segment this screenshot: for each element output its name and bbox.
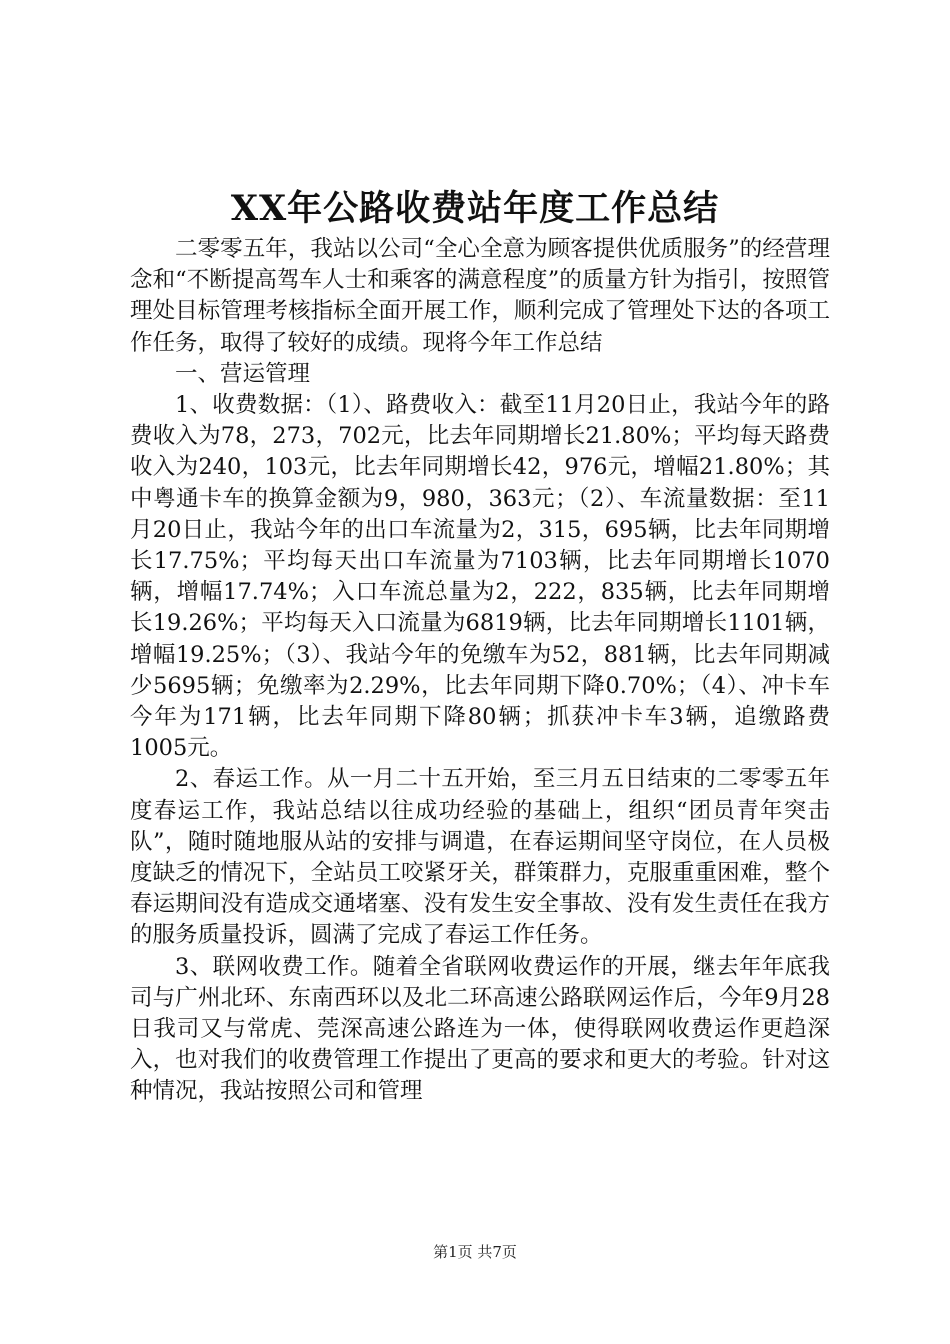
page-number-footer: 第1页 共7页 xyxy=(433,1243,517,1261)
paragraph-spring-festival: 2、春运工作。从一月二十五开始，至三月五日结束的二零零五年度春运工作，我站总结以往成功经验的基础上，组织“团员青年突击队”，随时随地服从站的安排与调遣，在春运期间坚守岗位，在人员极度缺乏的情况下，全站员工咬紧牙关，群策群力，克服重重困难，整个春运期间没有造成交通堵塞、没有发生安全事故、没有发生责任在我方的服务质量投诉，圆满了完成了春运工作任务。 xyxy=(130,766,830,949)
paragraph-toll-data: 1、收费数据：（1）、路费收入：截至11月20日止，我站今年的路费收入为78，273，702元，比去年同期增长21.80%；平均每天路费收入为240，103元，比去年同期增长42，976元，增幅21.80%；其中粤通卡车的换算金额为9，980，363元；（2）、车流量数据：至11月20日止，我站今年的出口车流量为2，315，695辆，比去年同期增长17.75%；平均每天出口车流量为7103辆，比去年同期增长1070辆，增幅17.74%；入口车流总量为2，222，835辆，比去年同期增长19.26%；平均每天入口流量为6819辆，比去年同期增长1101辆，增幅19.25%；（3）、我站今年的免缴车为52，881辆，比去年同期减少5695辆；免缴率为2.29%，比去年同期下降0.70%；（4）、冲卡车今年为171辆，比去年同期下降80辆；抓获冲卡车3辆，追缴路费1005元。 xyxy=(130,392,830,762)
paragraph-intro: 二零零五年，我站以公司“全心全意为顾客提供优质服务”的经营理念和“不断提高驾车人士和乘客的满意程度”的质量方针为指引，按照管理处目标管理考核指标全面开展工作，顺利完成了管理处下达的各项工作任务，取得了较好的成绩。现将今年工作总结 xyxy=(130,236,830,356)
document-body xyxy=(130,234,830,1108)
section-heading-operations: 一、营运管理 xyxy=(175,360,311,387)
document-title: XX年公路收费站年度工作总结 xyxy=(230,188,720,229)
paragraph-network-toll: 3、联网收费工作。随着全省联网收费运作的开展，继去年年底我司与广州北环、东南西环以及北二环高速公路联网运作后，今年9月28日我司又与常虎、莞深高速公路连为一体，使得联网收费运作更趋深入，也对我们的收费管理工作提出了更高的要求和更大的考验。针对这种情况，我站按照公司和管理 xyxy=(130,953,830,1105)
